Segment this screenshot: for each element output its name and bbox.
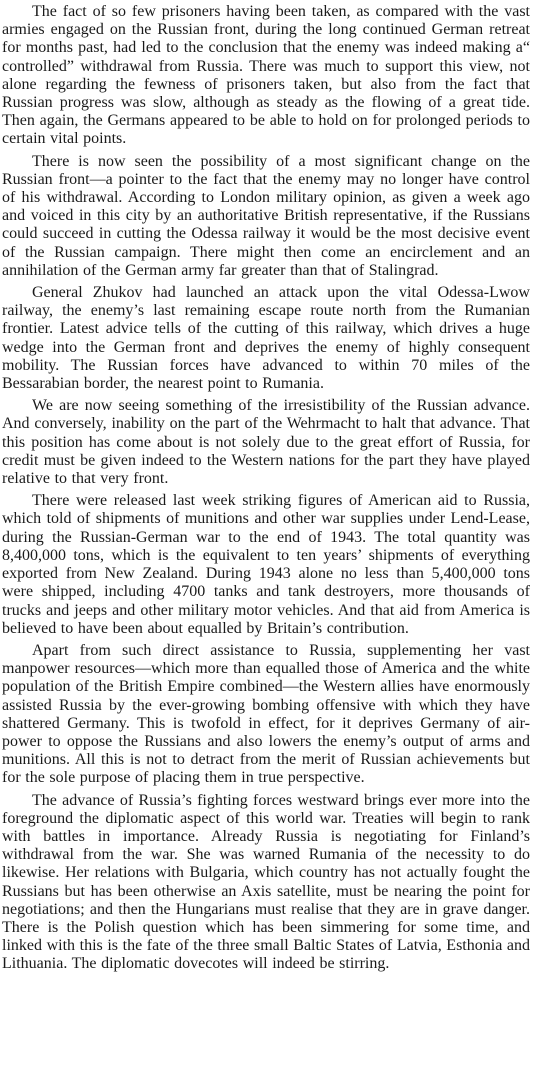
paragraph-zhukov-attack: General Zhukov had launched an attack upon the vital Odessa-Lwow railway, the enemy’s last remaining escape route north from the Rumanian frontier. Latest advice tells of the cutting of this railway, which drives a huge wedge into the German front and deprives the enemy of highly consequent mobility. The Russian forces have advanced to within 70 miles of the Bessarabian border, the nearest point to Rumania. — [2, 284, 530, 393]
paragraph-odessa-railway: There is now seen the possibility of a most significant change on the Russian front—a pointer to the fact that the enemy may no longer have control of his withdrawal. According to London military opinion, as given a week ago and voiced in this city by an authoritative British representative, if the Russians could succeed in cutting the Odessa railway it would be the most decisive event of the Russian campaign. There might then come an encirclement and an annihilation of the German army far greater than that of Stalingrad. — [2, 152, 530, 279]
paragraph-russian-advance: We are now seeing something of the irresistibility of the Russian advance. And conversely, inability on the part of the Wehrmacht to halt that advance. That this position has come about is not solely due to the great effort of Russia, for credit must be given indeed to the Western nations for the part they have played relative to that very front. — [2, 397, 530, 488]
paragraph-diplomatic-aspect: The advance of Russia’s fighting forces westward brings ever more into the foreground the diplomatic aspect of this world war. Treaties will begin to rank with battles in importance. Already Russia is negotiating for Finland’s withdrawal from the war. She was warned Rumania of the necessity to do likewise. Her relations with Bulgaria, which country has not actually fought the Russians but has been otherwise an Axis satellite, must be nearing the point for negotiations; and then the Hungarians must realise that they are in grave danger. There is the Polish question which has been simmering for some time, and linked with this is the fate of the three small Baltic States of Latvia, Esthonia and Lithuania. The diplomatic dovecotes will indeed be stirring. — [2, 791, 530, 973]
paragraph-prisoners: The fact of so few prisoners having been taken, as compared with the vast armies engaged on the Russian front, during the long continued German retreat for months past, had led to the conclusion that the enemy was indeed making a“ controlled” withdrawal from Russia. There was much to support this view, not alone regarding the fewness of prisoners taken, but also from the fact that Russian progress was slow, although as steady as the flowing of a great tide. Then again, the Germans appeared to be able to hold on for prolonged periods to certain vital points. — [2, 3, 530, 148]
paragraph-lend-lease: There were released last week striking figures of American aid to Russia, which told of shipments of munitions and other war supplies under Lend-Lease, during the Russian-German war to the end of 1943. The total quantity was 8,400,000 tons, which is the equivalent to ten years’ shipments of everything exported from New Zealand. During 1943 alone no less than 5,400,000 tons were shipped, including 4700 tanks and tank destroyers, more thousands of trucks and jeeps and other military motor vehicles. And that aid from America is believed to have been about equalled by Britain’s contribution. — [2, 492, 530, 637]
paragraph-bombing-offensive: Apart from such direct assistance to Russia, supplementing her vast manpower resources—which more than equalled those of America and the white population of the British Empire combined—the Western allies have enormously assisted Russia by the ever-growing bombing offensive with which they have shattered Germany. This is twofold in effect, for it deprives Germany of air-power to oppose the Russians and also lowers the enemy’s output of arms and munitions. All this is not to detract from the merit of Russian achievements but for the sole purpose of placing them in true perspective. — [2, 641, 530, 787]
